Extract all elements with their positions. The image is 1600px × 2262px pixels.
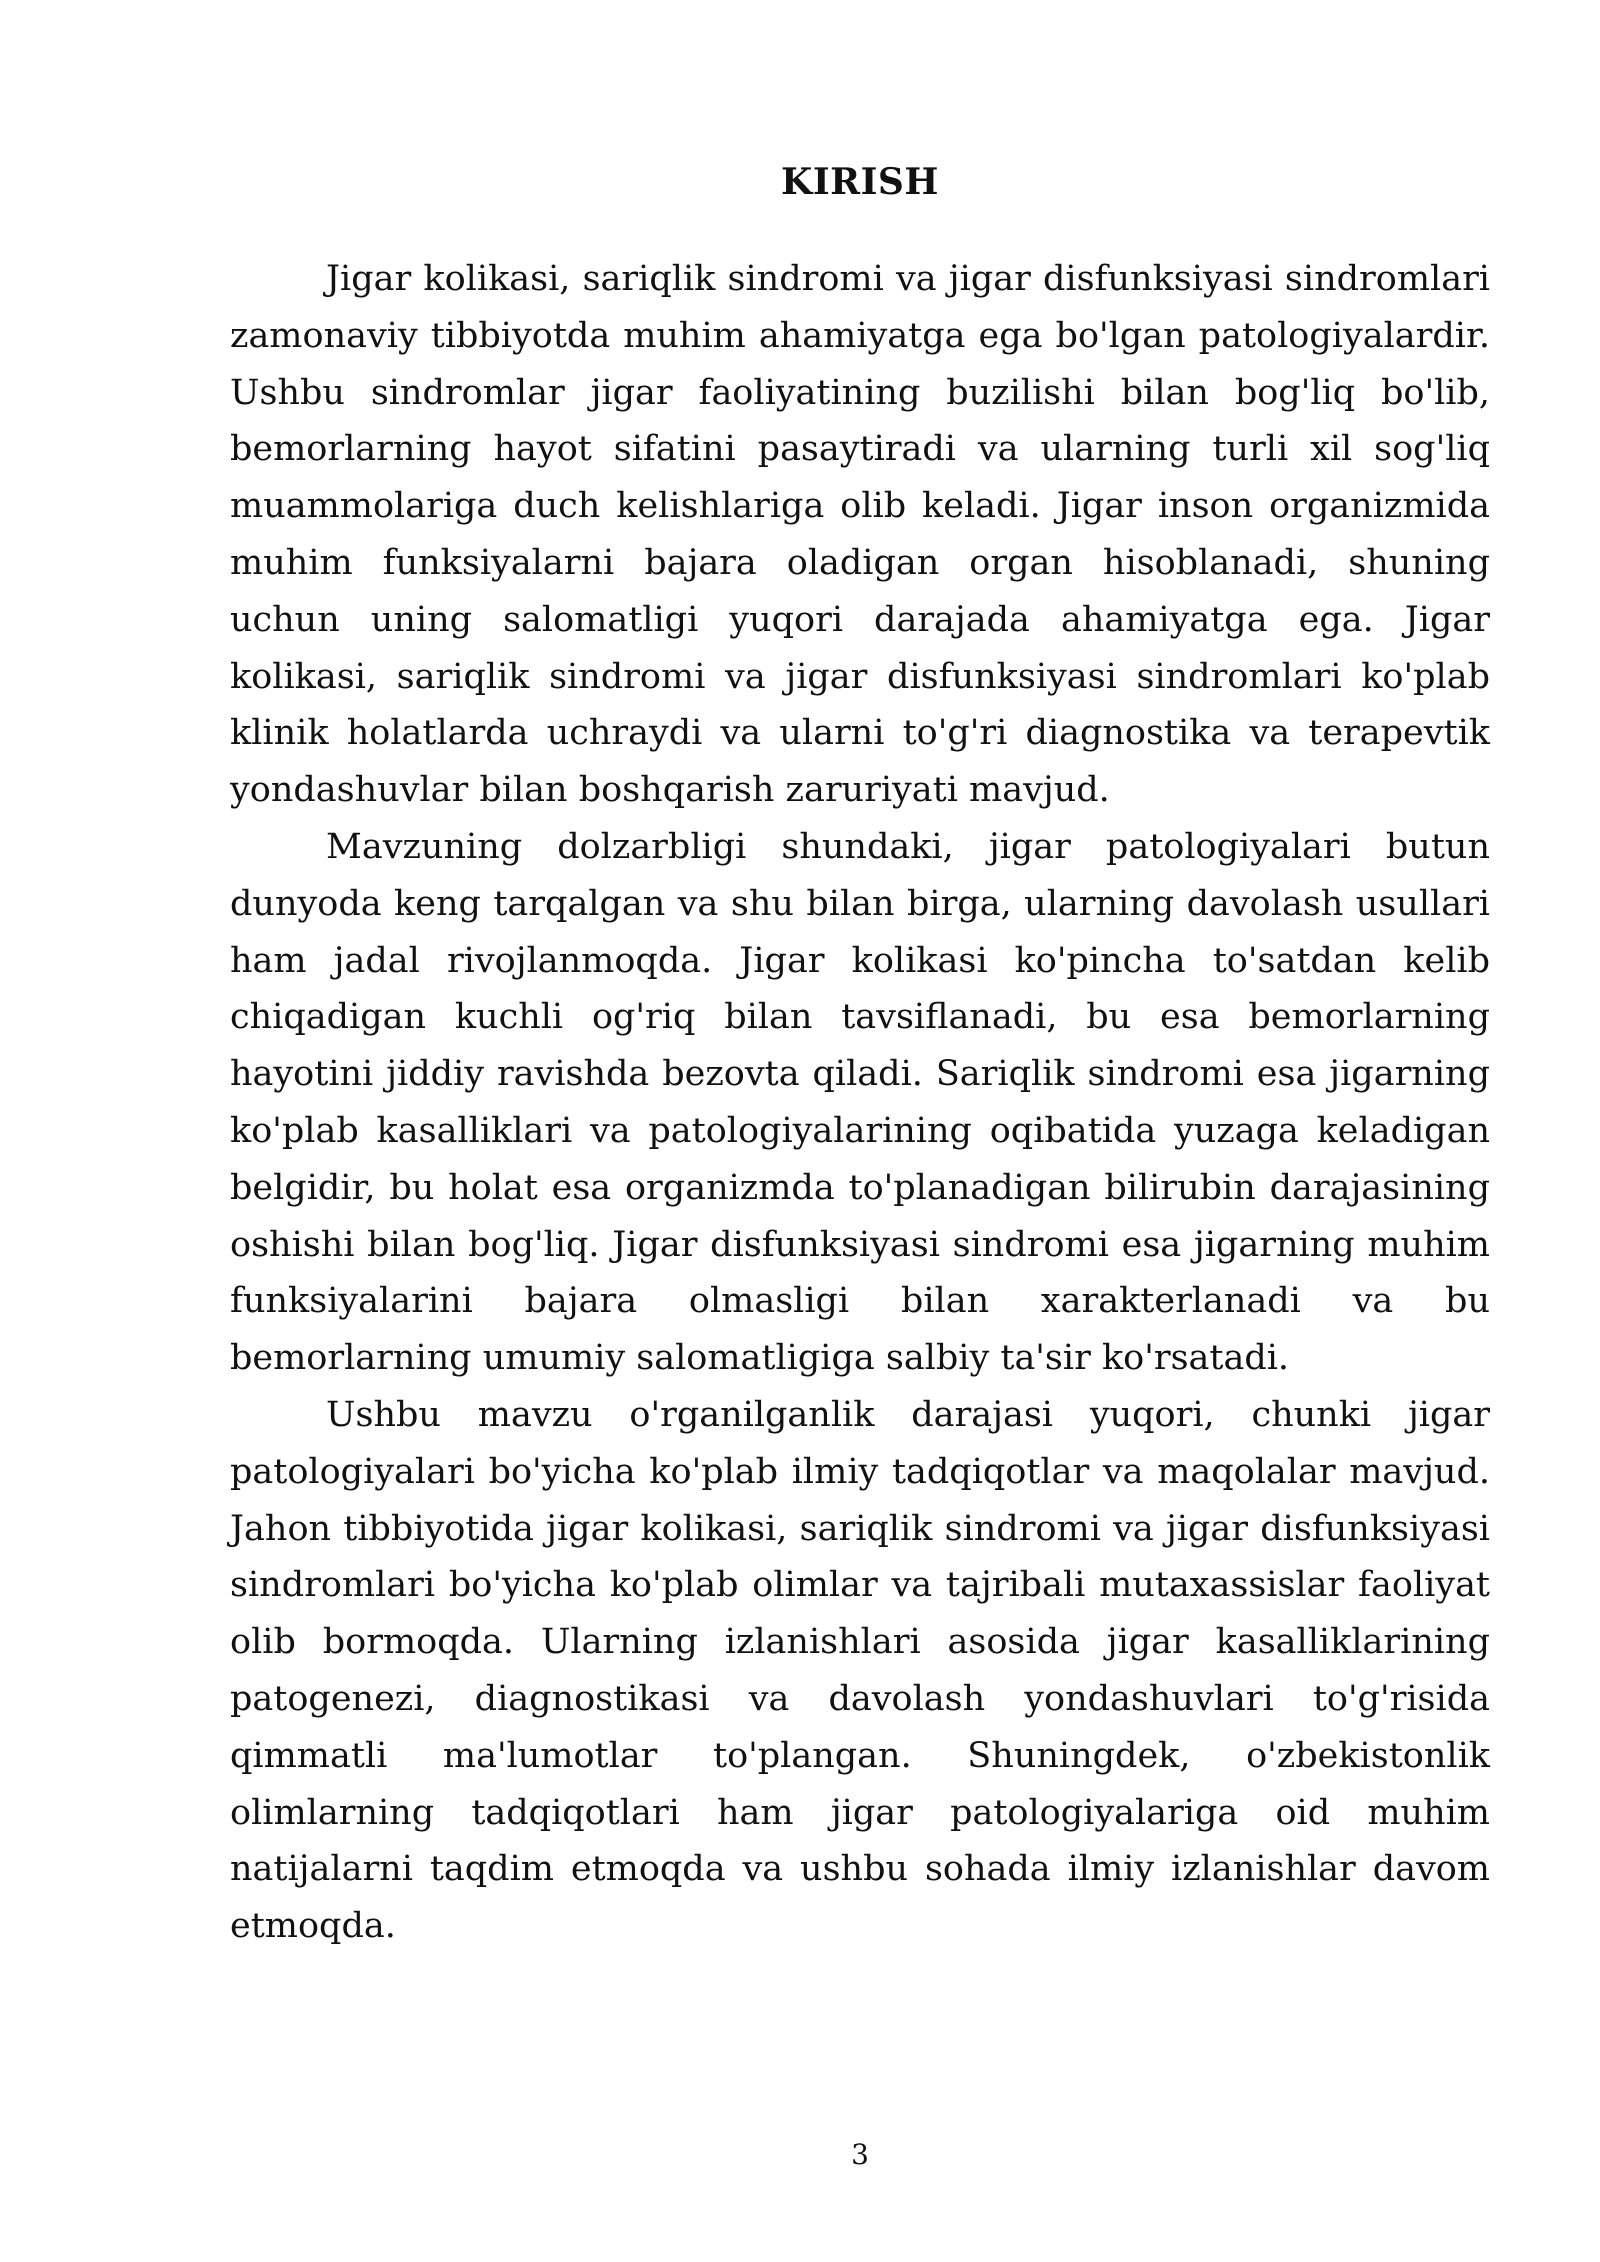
paragraph-relevance: Mavzuning dolzarbligi shundaki, jigar patologiyalari butun dunyoda keng tarqalgan va shu bilan birga, ularning davolash usullari ham jadal rivojlanmoqda. Jigar kolikasi ko'pincha to'satdan kelib chiqadigan kuchli og'riq bilan tavsiflanadi, bu esa bemorlarning hayotini jiddiy ravishda bezovta qiladi. Sariqlik sindromi esa jigarning ko'plab kasalliklari va patologiyalarining oqibatida yuzaga keladigan belgidir, bu holat esa organizmda to'planadigan bilirubin darajasining oshishi bilan bog'liq. Jigar disfunksiyasi sindromi esa jigarning muhim funksiyalarini bajara olmasligi bilan xarakterlanadi va bu bemorlarning umumiy salomatligiga salbiy ta'sir ko'rsatadi. [230, 826, 1490, 1379]
page-number: 3 [851, 2138, 869, 2171]
paragraph-introduction: Jigar kolikasi, sariqlik sindromi va jigar disfunksiyasi sindromlari zamonaviy tibbiyotda muhim ahamiyatga ega bo'lgan patologiyalardir. Ushbu sindromlar jigar faoliyatining buzilishi bilan bog'liq bo'lib, bemorlarning hayot sifatini pasaytiradi va ularning turli xil sog'liq muammolariga duch kelishlariga olib keladi. Jigar inson organizmida muhim funksiyalarni bajara oladigan organ hisoblanadi, shuning uchun uning salomatligi yuqori darajada ahamiyatga ega. Jigar kolikasi, sariqlik sindromi va jigar disfunksiyasi sindromlari ko'plab klinik holatlarda uchraydi va ularni to'g'ri diagnostika va terapevtik yondashuvlar bilan boshqarish zaruriyati mavjud. [230, 259, 1490, 811]
section-heading: KIRISH [781, 161, 939, 203]
body-text [230, 251, 1490, 1955]
paragraph-research-level: Ushbu mavzu o'rganilganlik darajasi yuqori, chunki jigar patologiyalari bo'yicha ko'plab ilmiy tadqiqotlar va maqolalar mavjud. Jahon tibbiyotida jigar kolikasi, sariqlik sindromi va jigar disfunksiyasi sindromlari bo'yicha ko'plab olimlar va tajribali mutaxassislar faoliyat olib bormoqda. Ularning izlanishlari asosida jigar kasalliklarining patogenezi, diagnostikasi va davolash yondashuvlari to'g'risida qimmatli ma'lumotlar to'plangan. Shuningdek, o'zbekistonlik olimlarning tadqiqotlari ham jigar patologiyalariga oid muhim natijalarni taqdim etmoqda va ushbu sohada ilmiy izlanishlar davom etmoqda. [230, 1394, 1490, 1947]
